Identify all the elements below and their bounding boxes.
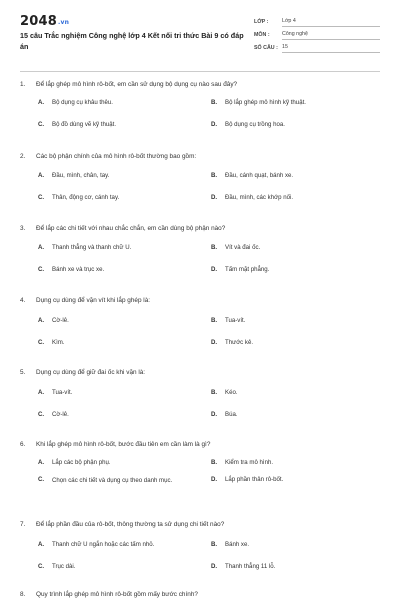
option-letter: B.: [211, 459, 218, 466]
option-letter: D.: [211, 410, 218, 418]
question-prompt: Dụng cụ dùng để vặn vít khi lắp ghép là:: [36, 297, 151, 304]
option-letter: B.: [211, 99, 218, 106]
option-text: Chọn các chi tiết và dụng cụ theo danh mục.: [52, 476, 173, 484]
question-prompt: Khi lắp ghép mô hình rô-bốt, bước đầu tiên em cần làm là gì?: [36, 441, 211, 448]
option-text: Tua-vít.: [52, 389, 73, 396]
question-item: [20, 224, 380, 296]
option-letter: D.: [211, 562, 218, 570]
option-text: Vít và đai ốc.: [225, 244, 261, 251]
option-a[interactable]: [38, 459, 211, 468]
option-text: Kiểm tra mô hình.: [225, 459, 274, 466]
option-grid: [38, 244, 380, 274]
option-d[interactable]: [211, 411, 381, 420]
option-c[interactable]: [38, 121, 211, 130]
option-a[interactable]: [38, 244, 211, 253]
question-number: 8.: [20, 591, 26, 598]
option-letter: D.: [211, 120, 218, 128]
option-letter: A.: [38, 541, 45, 548]
option-a[interactable]: [38, 541, 211, 550]
question-item: [20, 368, 380, 440]
option-letter: D.: [211, 193, 218, 201]
option-letter: B.: [211, 541, 218, 548]
question-prompt: Quy trình lắp ghép mô hình rô-bốt gồm mấy bước chính?: [36, 591, 198, 598]
option-text: Bộ dụng cụ trồng hoa.: [225, 120, 285, 128]
option-letter: C.: [38, 410, 45, 418]
option-text: Thân, động cơ, cánh tay.: [52, 193, 120, 201]
meta-value: 15: [282, 44, 380, 53]
question-item: [20, 440, 380, 520]
option-d[interactable]: [211, 266, 381, 275]
option-text: Đầu, mình, chân, tay.: [52, 172, 110, 179]
question-item: [20, 520, 380, 586]
option-letter: A.: [38, 389, 45, 396]
option-c[interactable]: [38, 266, 211, 275]
question-number: 4.: [20, 297, 26, 304]
option-letter: D.: [211, 338, 218, 346]
option-c[interactable]: [38, 194, 211, 203]
option-b[interactable]: [211, 389, 381, 398]
question-text: [20, 224, 380, 233]
option-a[interactable]: [38, 389, 211, 398]
option-letter: A.: [38, 244, 45, 251]
option-b[interactable]: [211, 541, 381, 550]
option-text: Búa.: [225, 410, 238, 418]
question-item: [20, 80, 380, 152]
option-letter: C.: [38, 265, 45, 273]
meta-row-class: [254, 14, 380, 27]
option-letter: C.: [38, 476, 45, 484]
option-a[interactable]: [38, 317, 211, 326]
meta-label: MÔN :: [254, 32, 270, 38]
option-text: Đầu, mình, các khớp nối.: [225, 193, 294, 201]
question-number: 3.: [20, 225, 26, 232]
question-text: [20, 80, 380, 89]
option-text: Kìm.: [52, 338, 65, 346]
option-text: Bánh xe và trục xe.: [52, 265, 105, 273]
option-letter: D.: [211, 265, 218, 273]
option-text: Thanh thẳng 11 lỗ.: [225, 562, 276, 570]
option-c[interactable]: [38, 411, 211, 420]
meta-value: Lớp 4: [282, 18, 380, 27]
meta-label: SỐ CÂU :: [254, 45, 278, 51]
option-grid: [38, 99, 380, 129]
question-text: [20, 368, 380, 377]
question-number: 7.: [20, 521, 26, 528]
option-text: Cờ-lê.: [52, 317, 69, 324]
question-text: [20, 440, 380, 449]
question-prompt: Các bộ phận chính của mô hình rô-bốt thường bao gồm:: [36, 153, 197, 160]
question-text: [20, 152, 380, 161]
question-text: [20, 296, 380, 305]
option-d[interactable]: [211, 194, 381, 203]
option-text: Bộ đồ dùng vẽ kỹ thuật.: [52, 120, 117, 128]
option-text: Lắp các bộ phận phụ.: [52, 459, 111, 466]
option-c[interactable]: [38, 563, 211, 572]
question-prompt: Để lắp ghép mô hình rô-bốt, em cần sử dụng bộ dụng cụ nào sau đây?: [36, 81, 238, 88]
document-header: [0, 0, 400, 68]
option-a[interactable]: [38, 99, 211, 108]
option-letter: C.: [38, 120, 45, 128]
option-text: Thước kẻ.: [225, 338, 254, 346]
option-text: Tấm mặt phẳng.: [225, 265, 270, 273]
option-grid: [38, 389, 380, 419]
question-text: [20, 520, 380, 529]
option-b[interactable]: [211, 172, 381, 181]
site-logo[interactable]: [20, 14, 69, 29]
question-item: [20, 152, 380, 224]
option-b[interactable]: [211, 99, 381, 108]
option-text: Thanh chữ U ngắn hoặc các tấm nhỏ.: [52, 541, 155, 548]
option-letter: B.: [211, 172, 218, 179]
option-b[interactable]: [211, 244, 381, 253]
option-a[interactable]: [38, 172, 211, 181]
option-d[interactable]: [211, 563, 381, 572]
question-prompt: Dụng cụ dùng để giữ đai ốc khi vặn là:: [36, 369, 146, 376]
option-b[interactable]: [211, 317, 381, 326]
option-text: Bộ dụng cụ khâu thêu.: [52, 99, 113, 106]
document-title: 15 câu Trắc nghiệm Công nghệ lớp 4 Kết nối tri thức Bài 9 có đáp án: [20, 31, 244, 51]
logo-suffix: .vn: [57, 19, 70, 26]
question-list: [20, 80, 380, 600]
option-letter: D.: [211, 476, 218, 484]
meta-row-subject: [254, 27, 380, 40]
option-grid: [38, 541, 380, 571]
logo-main: 2048: [20, 14, 57, 29]
option-grid: [38, 317, 380, 347]
option-letter: B.: [211, 317, 218, 324]
option-letter: A.: [38, 99, 45, 106]
option-letter: C.: [38, 193, 45, 201]
option-text: Đầu, cánh quạt, bánh xe.: [225, 172, 294, 179]
option-grid: [38, 172, 380, 202]
option-text: Cờ-lê.: [52, 410, 69, 418]
option-text: Tua-vít.: [225, 317, 246, 324]
meta-label: LỚP :: [254, 19, 269, 25]
meta-row-count: [254, 40, 380, 53]
option-letter: A.: [38, 172, 45, 179]
option-d[interactable]: [211, 476, 381, 485]
question-number: 5.: [20, 369, 26, 376]
option-text: Kéo.: [225, 389, 238, 396]
option-text: Trục dài.: [52, 562, 76, 570]
question-number: 2.: [20, 153, 26, 160]
option-d[interactable]: [211, 339, 381, 348]
option-letter: A.: [38, 317, 45, 324]
option-text: Bộ lắp ghép mô hình kỹ thuật.: [225, 99, 306, 106]
option-grid: [38, 459, 380, 486]
question-item: [20, 296, 380, 368]
option-d[interactable]: [211, 121, 381, 130]
question-prompt: Để lắp các chi tiết với nhau chắc chắn, em cần dùng bộ phận nào?: [36, 225, 226, 232]
option-letter: C.: [38, 562, 45, 570]
option-text: Thanh thẳng và thanh chữ U.: [52, 244, 132, 251]
option-b[interactable]: [211, 459, 381, 468]
option-letter: A.: [38, 459, 45, 466]
option-text: Bánh xe.: [225, 541, 250, 548]
option-c[interactable]: [38, 476, 211, 486]
header-divider: [20, 71, 380, 72]
option-text: Lắp phần thân rô-bốt.: [225, 476, 284, 484]
option-letter: B.: [211, 389, 218, 396]
question-number: 1.: [20, 81, 26, 88]
question-prompt: Để lắp phần đầu của rô-bốt, thông thường ta sử dụng chi tiết nào?: [36, 521, 225, 528]
option-letter: C.: [38, 338, 45, 346]
option-letter: B.: [211, 244, 218, 251]
question-item: [20, 590, 380, 600]
document-meta: [254, 14, 380, 53]
meta-value: Công nghệ: [282, 31, 380, 40]
question-text: [20, 590, 380, 599]
question-number: 6.: [20, 441, 26, 448]
option-c[interactable]: [38, 339, 211, 348]
